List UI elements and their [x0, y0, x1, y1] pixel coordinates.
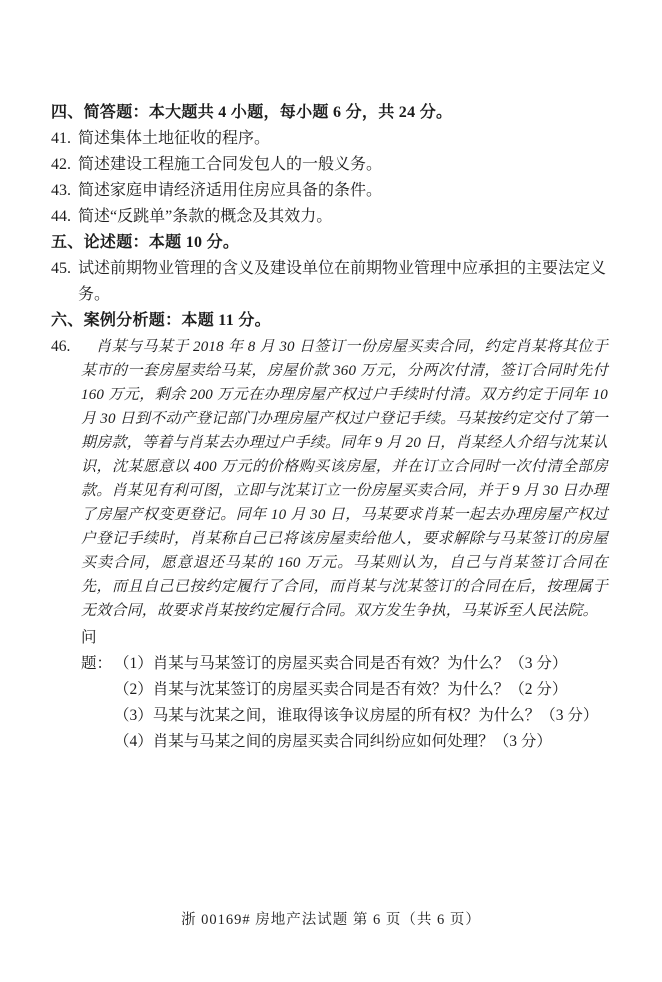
question-42: [51, 152, 609, 178]
subquestion-4-line: （4）肖某与马某之间的房屋买卖合同纠纷应如何处理？（3 分）: [114, 733, 552, 750]
question-45-number: 45.: [51, 260, 71, 277]
question-43: [51, 178, 609, 204]
question-43-number: 43.: [51, 182, 71, 199]
question-41-number: 41.: [51, 130, 71, 147]
question-46: [51, 335, 609, 755]
question-45: [51, 256, 609, 308]
question-42-number: 42.: [51, 156, 71, 173]
questions-label: 问题：: [81, 629, 113, 672]
question-46-case-text: 肖某与马某于 2018 年 8 月 30 日签订一份房屋买卖合同，约定肖某将其位于某市的一套房屋卖给马某，房屋价款 360 万元，分两次付清，签订合同时先付 160 万元，剩余 200 万元在办理房屋产权过户手续时付清。双方约定于同年 10 月 30 日到不动产登记部门办理房屋产权过户登记手续。马某按约定交付了第一期房款，等着与肖某去办理过户手续。同年 9 月 20 日，肖某经人介绍与沈某认识，沈某愿意以 400 万元的价格购买该房屋，并在订立合同时一次付清全部房款。肖某见有利可图，立即与沈某订立一份房屋买卖合同，并于 9 月 30 日办理了房屋产权变更登记。同年 10 月 30 日，马某要求肖某一起去办理房屋产权过户登记手续时，肖某称自己已将该房屋卖给他人，要求解除与马某签订的房屋买卖合同，愿意退还马某的 160 万元。马某则认为，自己与肖某签订合同在先，而且自己已按约定履行了合同，而肖某与沈某签订的合同在后，按理属于无效合同，故要求肖某按约定履行合同。双方发生争执，马某诉至人民法院。: [81, 339, 608, 619]
exam-content: [51, 100, 609, 755]
question-46-number: 46.: [51, 338, 71, 355]
question-41-text: 简述集体土地征收的程序。: [78, 130, 271, 147]
subquestion-1-text: （1）肖某与马某签订的房屋买卖合同是否有效？为什么？（3 分）: [114, 655, 568, 672]
question-44-text: 简述“反跳单”条款的概念及其效力。: [78, 208, 333, 225]
question-41: [51, 126, 609, 152]
subquestion-1-line: [81, 625, 609, 677]
question-46-subquestions: [81, 625, 609, 755]
question-44-number: 44.: [51, 208, 71, 225]
question-42-text: 简述建设工程施工合同发包人的一般义务。: [78, 156, 383, 173]
question-44: [51, 204, 609, 230]
section-heading-case-analysis: 六、案例分析题：本题 11 分。: [51, 312, 271, 329]
section-heading-essay: 五、论述题：本题 10 分。: [51, 234, 240, 251]
question-45-text: 试述前期物业管理的含义及建设单位在前期物业管理中应承担的主要法定义务。: [78, 260, 607, 303]
page-footer: 浙 00169# 房地产法试题 第 6 页（共 6 页）: [181, 912, 481, 928]
subquestion-2-line: （2）肖某与沈某签订的房屋买卖合同是否有效？为什么？（2 分）: [114, 681, 568, 698]
section-heading-short-answer: 四、简答题：本大题共 4 小题，每小题 6 分，共 24 分。: [51, 104, 453, 121]
question-43-text: 简述家庭申请经济适用住房应具备的条件。: [78, 182, 383, 199]
subquestion-3-line: （3）马某与沈某之间，谁取得该争议房屋的所有权？为什么？（3 分）: [114, 707, 599, 724]
